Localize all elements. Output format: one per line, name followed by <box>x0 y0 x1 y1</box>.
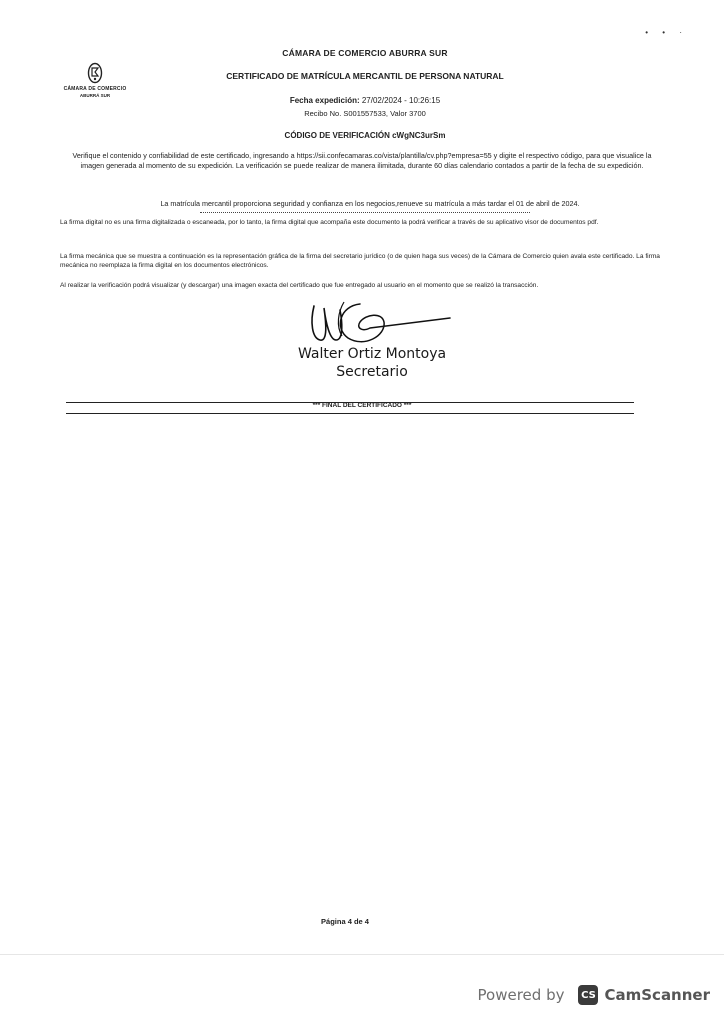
verification-download-note: Al realizar la verificación podrá visualizar (y descargar) una imagen exacta del certificado que fue entregado al usuario en el momento que se realizó la transacción. <box>60 282 539 289</box>
chamber-name: CÁMARA DE COMERCIO ABURRA SUR <box>282 48 448 58</box>
certificate-title: CERTIFICADO DE MATRÍCULA MERCANTIL DE PERSONA NATURAL <box>226 71 504 81</box>
logo-text-line1: CÁMARA DE COMERCIO <box>63 86 127 92</box>
dotted-divider <box>200 212 530 213</box>
camscanner-brand: CamScanner <box>604 986 710 1004</box>
camscanner-watermark <box>478 985 710 1005</box>
handwritten-signature <box>300 292 460 350</box>
receipt-number: Recibo No. S001557533, Valor 3700 <box>304 109 426 118</box>
digital-signature-note: La firma digital no es una firma digitalizada o escaneada, por lo tanto, la firma digital que acompaña este documento la podrá verificar a través de su aplicativo visor de documentos pdf. <box>60 219 599 226</box>
issue-date-label: Fecha expedición: <box>289 96 360 105</box>
verify-paragraph: Verifique el contenido y confiabilidad de este certificado, ingresando a https://sii.confecamaras.co/vista/plantilla/cv.php?empresa=55 y digite el respectivo código, para que visualice la imagen generada al momento de su expedición. La verificación se puede realizar de manera ilimitada, durante 60 días calendario contados a partir de la fecha de su expedición. <box>72 151 652 170</box>
end-rule-bottom <box>66 413 634 414</box>
verification-code: CÓDIGO DE VERIFICACIÓN cWgNC3urSm <box>284 131 446 140</box>
logo-text-line2: ABURRÁ SUR <box>79 93 111 98</box>
end-of-certificate: *** FINAL DEL CERTIFICADO *** <box>312 402 412 409</box>
camscanner-logo-icon: CS <box>578 985 598 1005</box>
renewal-notice: La matrícula mercantil proporciona seguridad y confianza en los negocios,renueve su matrícula a más tardar el 01 de abril de 2024. <box>160 199 580 208</box>
issue-date <box>140 96 590 105</box>
chamber-logo <box>58 62 132 98</box>
powered-by-text: Powered by <box>477 986 565 1004</box>
page-number: Página 4 de 4 <box>321 917 369 926</box>
signatory-name: Walter Ortiz Montoya <box>297 346 447 362</box>
chamber-emblem-icon <box>87 62 103 84</box>
scan-specks: • • · <box>645 28 688 37</box>
mechanical-signature-note: La firma mecánica que se muestra a continuación es la representación gráfica de la firma del secretario jurídico (o de quien haga sus veces) de la Cámara de Comercio quien avala este certificado. La firma mecánica no reemplaza la firma digital en los documentos electrónicos. <box>60 253 660 269</box>
signatory-role: Secretario <box>336 364 408 380</box>
issue-date-value: 27/02/2024 - 10:26:15 <box>361 96 441 105</box>
scan-edge-line <box>0 954 724 955</box>
